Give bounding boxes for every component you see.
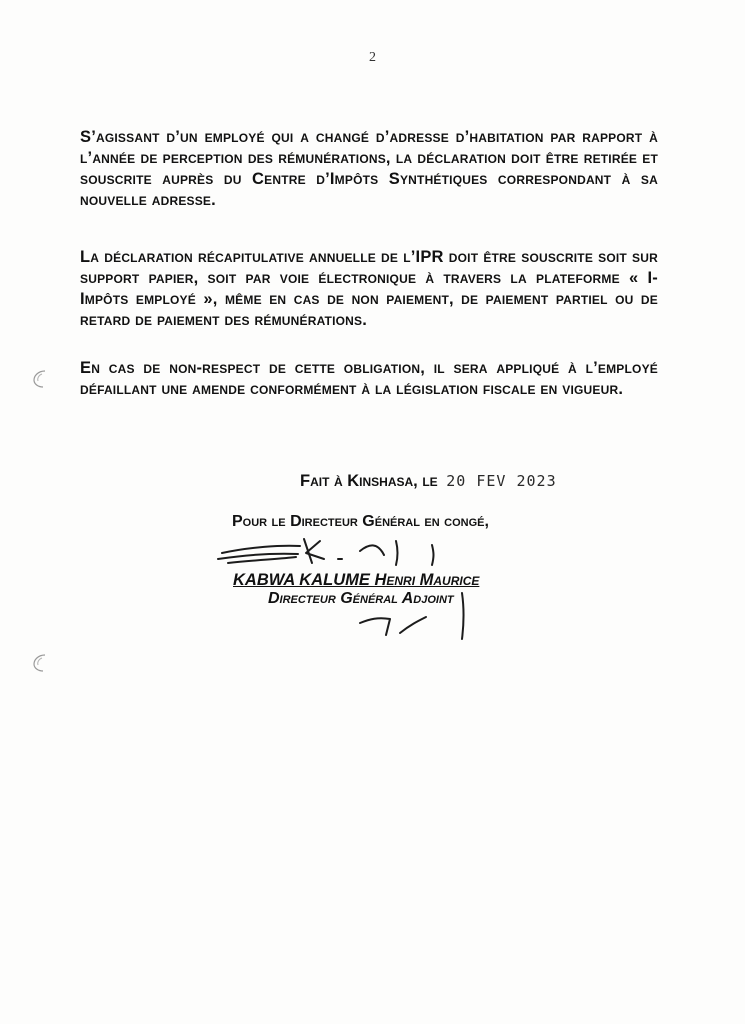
paragraph-address-change: S’agissant d’un employé qui a changé d’adresse d’habitation par rapport à l’année de perception des rémunérations, la déclaration doit être retirée et souscrite auprès du Centre d’Impôts Synthétiques correspondant à sa nouvelle adresse. [80, 128, 658, 209]
page-number: 2 [369, 50, 376, 65]
date-stamp: 20 FEV 2023 [446, 472, 557, 490]
punch-hole-mark-icon [30, 368, 50, 390]
place-date-line [300, 472, 557, 491]
place-label: Fait à Kinshasa, le [300, 472, 438, 490]
paragraph-annual-declaration: La déclaration récapitulative annuelle de l’IPR doit être souscrite soit sur support papier, soit par voie électronique à travers la plateforme « I-Impôts employé », même en cas de non paiement, de paiement partiel ou de retard de paiement des rémunérations. [80, 248, 658, 329]
on-behalf-line: Pour le Directeur Général en congé, [232, 513, 489, 530]
punch-hole-mark-icon [30, 652, 50, 674]
paragraph-penalty: En cas de non-respect de cette obligation, il sera appliqué à l’employé défaillant une amende conformément à la législation fiscale en vigueur. [80, 359, 658, 398]
signer-name: KABWA KALUME Henri Maurice [233, 571, 480, 589]
signer-title: Directeur Général Adjoint [268, 590, 454, 607]
